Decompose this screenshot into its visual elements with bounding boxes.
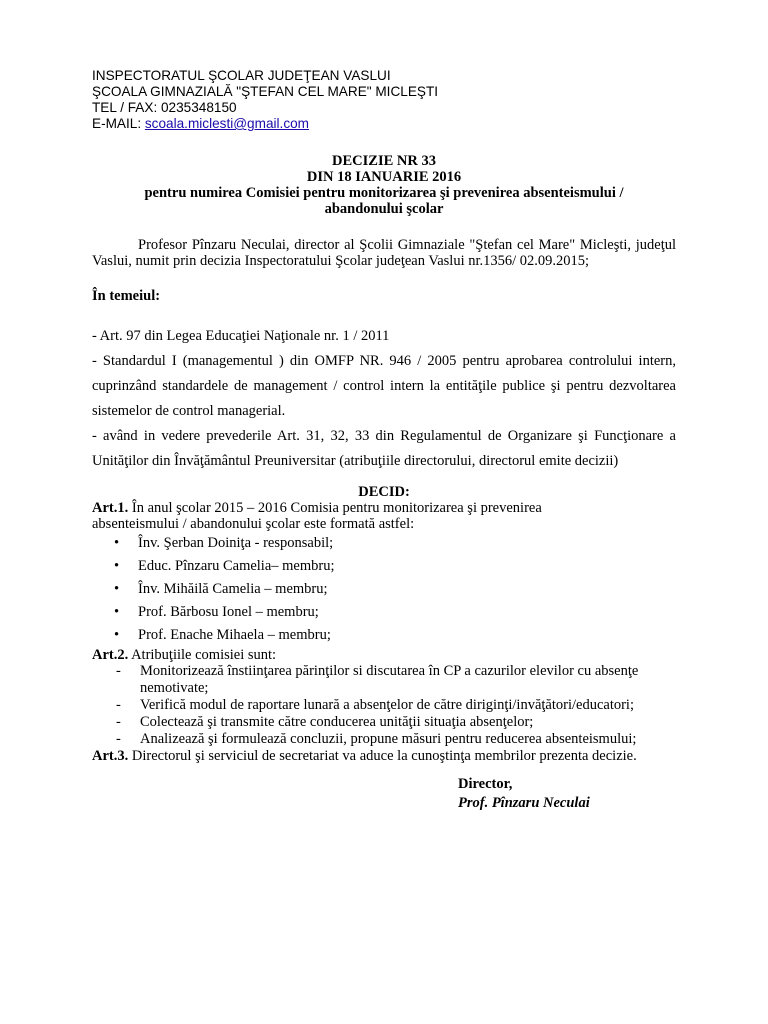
decision-subject-line1: pentru numirea Comisiei pentru monitorizarea şi prevenirea absenteismului /: [144, 185, 624, 201]
document-page: [92, 68, 676, 764]
dash-marker: -: [116, 714, 121, 730]
intro-text: Profesor Pînzaru Neculai, director al Şcolii Gimnaziale "Ştefan cel Mare" Micleşti, judeţul Vaslui, numit prin decizia Inspectoratului Şcolar judeţean Vaslui nr.1356/ 02.09.2015;: [92, 237, 676, 269]
art3-text: Directorul şi serviciul de secretariat va aduce la cunoştinţa membrilor prezenta decizie.: [128, 748, 637, 764]
bullet-icon: •: [114, 558, 120, 574]
intro-paragraph: [92, 237, 676, 269]
list-item: • Înv. Şerban Doiniţa - responsabil;: [92, 532, 676, 555]
email-label: E-MAIL:: [92, 116, 145, 131]
art1-label: Art.1.: [92, 500, 129, 516]
dash-marker: -: [116, 697, 121, 713]
committee-duties: [92, 663, 676, 748]
inspectorate-name: INSPECTORATUL ŞCOLAR JUDEŢEAN VASLUI: [92, 68, 391, 83]
bullet-icon: •: [114, 604, 120, 620]
bullet-icon: •: [114, 581, 120, 597]
art1-text-line1: În anul şcolar 2015 – 2016 Comisia pentru monitorizarea şi prevenirea: [128, 500, 542, 516]
phone-fax: TEL / FAX: 0235348150: [92, 100, 237, 115]
decision-number: DECIZIE NR 33: [332, 153, 436, 169]
email-line: [92, 116, 676, 132]
art2-label: Art.2.: [92, 647, 129, 663]
art1-text-line2: absenteismului / abandonului şcolar este formată astfel:: [92, 516, 415, 532]
signature-name: Prof. Pînzaru Neculai: [458, 795, 590, 811]
list-item: • Prof. Bărbosu Ionel – membru;: [92, 601, 676, 624]
article-1: [92, 500, 676, 647]
school-name: ŞCOALA GIMNAZIALĂ "ŞTEFAN CEL MARE" MICLEŞTI: [92, 84, 439, 99]
signature-block: [458, 775, 590, 813]
decision-date: DIN 18 IANUARIE 2016: [306, 169, 462, 185]
basis-item-regulation: - având in vedere prevederile Art. 31, 32, 33 din Regulamentul de Organizare şi Funcţionare a Unităţilor din Învăţământul Preuniversitar (atribuţiile directorului, directorul emite decizii): [92, 428, 676, 469]
email-link[interactable]: scoala.miclesti@gmail.com: [144, 116, 310, 131]
art2-text: Atribuţiile comisiei sunt:: [128, 647, 277, 663]
legal-basis-heading: În temeiul:: [92, 288, 161, 304]
signature-role: Director,: [458, 776, 513, 792]
list-item: • Prof. Enache Mihaela – membru;: [92, 624, 676, 647]
decid-heading: DECID:: [358, 484, 410, 500]
dash-marker: -: [116, 731, 121, 747]
decision-title: [92, 153, 676, 217]
article-2: [92, 647, 676, 748]
decision-subject-line2: abandonului şcolar: [324, 201, 444, 217]
art3-label: Art.3.: [92, 748, 129, 764]
list-item: - Verifică modul de raportare lunară a absenţelor de către diriginţi/invăţători/educatori;: [116, 697, 634, 713]
list-item: - Colectează şi transmite către conducerea unităţii situaţia absenţelor;: [116, 714, 534, 730]
list-item: - Analizează şi formulează concluzii, propune măsuri pentru reducerea absenteismului;: [116, 731, 637, 747]
letterhead: [92, 68, 676, 132]
list-item: • Înv. Mihăilă Camelia – membru;: [92, 578, 676, 601]
list-item: • Educ. Pînzaru Camelia– membru;: [92, 555, 676, 578]
bullet-icon: •: [114, 535, 120, 551]
basis-item-law: - Art. 97 din Legea Educaţiei Naţionale nr. 1 / 2011: [92, 328, 390, 344]
bullet-icon: •: [114, 627, 120, 643]
basis-item-standard: - Standardul I (managementul ) din OMFP NR. 946 / 2005 pentru aprobarea controlului intern, cuprinzând standardele de management / control intern la entităţile publice şi pentru dezvoltarea sistemelor de control managerial.: [92, 353, 676, 419]
committee-members: [92, 532, 676, 647]
list-item: - Monitorizează înstiinţarea părinţilor si discutarea în CP a cazurilor elevilor cu absenţe nemotivate;: [116, 663, 639, 696]
dash-marker: -: [116, 663, 121, 679]
article-3: [92, 748, 676, 764]
